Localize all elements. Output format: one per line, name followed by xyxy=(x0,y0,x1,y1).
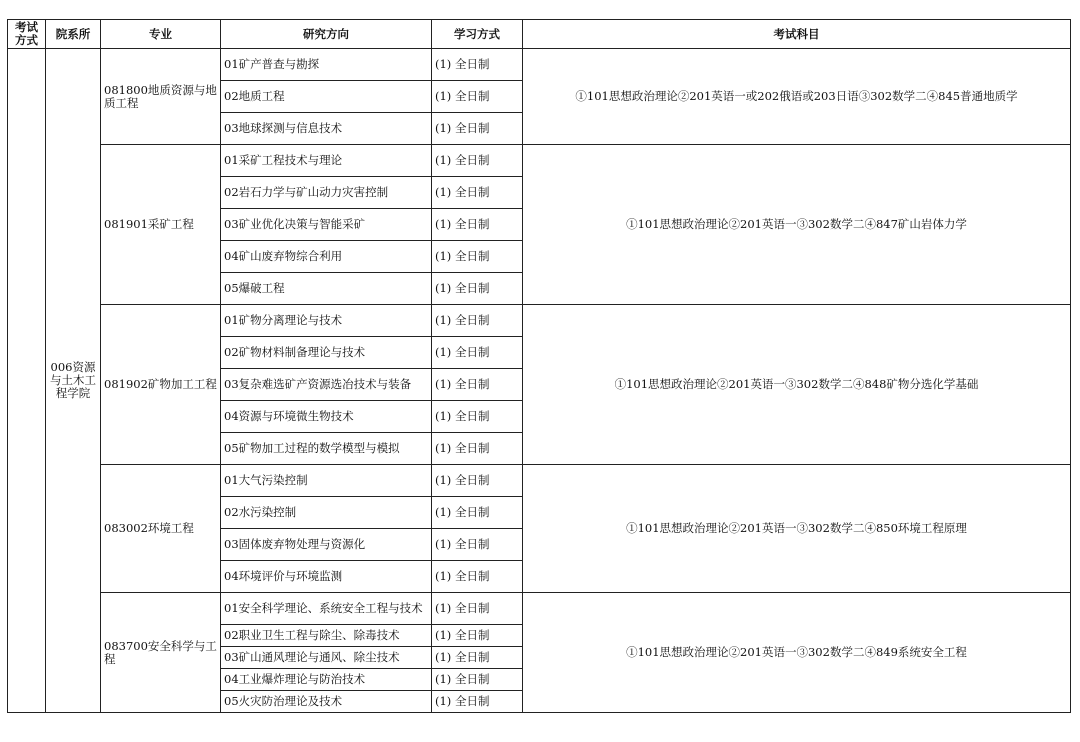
major-cell: 081901采矿工程 xyxy=(101,145,221,305)
major-cell: 081800地质资源与地质工程 xyxy=(101,49,221,145)
table-row xyxy=(8,145,1071,177)
study-mode-cell: (1) 全日制 xyxy=(432,273,523,305)
department-cell: 006资源与土木工程学院 xyxy=(46,49,101,713)
header-exam-method: 考试方式 xyxy=(8,20,46,49)
study-mode-cell: (1) 全日制 xyxy=(432,305,523,337)
study-mode-cell: (1) 全日制 xyxy=(432,497,523,529)
exam-subjects-cell: ①101思想政治理论②201英语一③302数学二④848矿物分选化学基础 xyxy=(523,305,1071,465)
research-direction-cell: 04资源与环境微生物技术 xyxy=(221,401,432,433)
study-mode-cell: (1) 全日制 xyxy=(432,625,523,647)
study-mode-cell: (1) 全日制 xyxy=(432,561,523,593)
table-row xyxy=(8,593,1071,625)
major-cell: 081902矿物加工工程 xyxy=(101,305,221,465)
header-department: 院系所 xyxy=(46,20,101,49)
study-mode-cell: (1) 全日制 xyxy=(432,241,523,273)
header-study-mode: 学习方式 xyxy=(432,20,523,49)
header-major: 专业 xyxy=(101,20,221,49)
table-row xyxy=(8,465,1071,497)
header-exam-subjects: 考试科目 xyxy=(523,20,1071,49)
study-mode-cell: (1) 全日制 xyxy=(432,669,523,691)
research-direction-cell: 03复杂难选矿产资源选冶技术与装备 xyxy=(221,369,432,401)
research-direction-cell: 03矿山通风理论与通风、除尘技术 xyxy=(221,647,432,669)
major-cell: 083002环境工程 xyxy=(101,465,221,593)
research-direction-cell: 01采矿工程技术与理论 xyxy=(221,145,432,177)
study-mode-cell: (1) 全日制 xyxy=(432,81,523,113)
research-direction-cell: 02岩石力学与矿山动力灾害控制 xyxy=(221,177,432,209)
research-direction-cell: 02地质工程 xyxy=(221,81,432,113)
study-mode-cell: (1) 全日制 xyxy=(432,177,523,209)
research-direction-cell: 02职业卫生工程与除尘、除毒技术 xyxy=(221,625,432,647)
study-mode-cell: (1) 全日制 xyxy=(432,691,523,713)
table-row xyxy=(8,49,1071,81)
research-direction-cell: 04矿山废弃物综合利用 xyxy=(221,241,432,273)
research-direction-cell: 03地球探测与信息技术 xyxy=(221,113,432,145)
study-mode-cell: (1) 全日制 xyxy=(432,113,523,145)
exam-subjects-cell: ①101思想政治理论②201英语一③302数学二④849系统安全工程 xyxy=(523,593,1071,713)
research-direction-cell: 02矿物材料制备理论与技术 xyxy=(221,337,432,369)
research-direction-cell: 05矿物加工过程的数学模型与模拟 xyxy=(221,433,432,465)
header-row xyxy=(8,20,1071,49)
study-mode-cell: (1) 全日制 xyxy=(432,145,523,177)
study-mode-cell: (1) 全日制 xyxy=(432,529,523,561)
study-mode-cell: (1) 全日制 xyxy=(432,593,523,625)
study-mode-cell: (1) 全日制 xyxy=(432,465,523,497)
exam-subjects-cell: ①101思想政治理论②201英语一③302数学二④850环境工程原理 xyxy=(523,465,1071,593)
study-mode-cell: (1) 全日制 xyxy=(432,49,523,81)
research-direction-cell: 03矿业优化决策与智能采矿 xyxy=(221,209,432,241)
study-mode-cell: (1) 全日制 xyxy=(432,369,523,401)
study-mode-cell: (1) 全日制 xyxy=(432,433,523,465)
exam-subjects-cell: ①101思想政治理论②201英语一③302数学二④847矿山岩体力学 xyxy=(523,145,1071,305)
research-direction-cell: 05爆破工程 xyxy=(221,273,432,305)
research-direction-cell: 04工业爆炸理论与防治技术 xyxy=(221,669,432,691)
study-mode-cell: (1) 全日制 xyxy=(432,337,523,369)
exam-method-cell xyxy=(8,49,46,713)
admissions-table xyxy=(7,19,1071,713)
exam-subjects-cell: ①101思想政治理论②201英语一或202俄语或203日语③302数学二④845普通地质学 xyxy=(523,49,1071,145)
research-direction-cell: 02水污染控制 xyxy=(221,497,432,529)
research-direction-cell: 01矿产普查与勘探 xyxy=(221,49,432,81)
study-mode-cell: (1) 全日制 xyxy=(432,209,523,241)
research-direction-cell: 03固体废弃物处理与资源化 xyxy=(221,529,432,561)
research-direction-cell: 01安全科学理论、系统安全工程与技术 xyxy=(221,593,432,625)
research-direction-cell: 01矿物分离理论与技术 xyxy=(221,305,432,337)
research-direction-cell: 04环境评价与环境监测 xyxy=(221,561,432,593)
table-row xyxy=(8,305,1071,337)
study-mode-cell: (1) 全日制 xyxy=(432,647,523,669)
research-direction-cell: 05火灾防治理论及技术 xyxy=(221,691,432,713)
major-cell: 083700安全科学与工程 xyxy=(101,593,221,713)
research-direction-cell: 01大气污染控制 xyxy=(221,465,432,497)
header-research-direction: 研究方向 xyxy=(221,20,432,49)
study-mode-cell: (1) 全日制 xyxy=(432,401,523,433)
